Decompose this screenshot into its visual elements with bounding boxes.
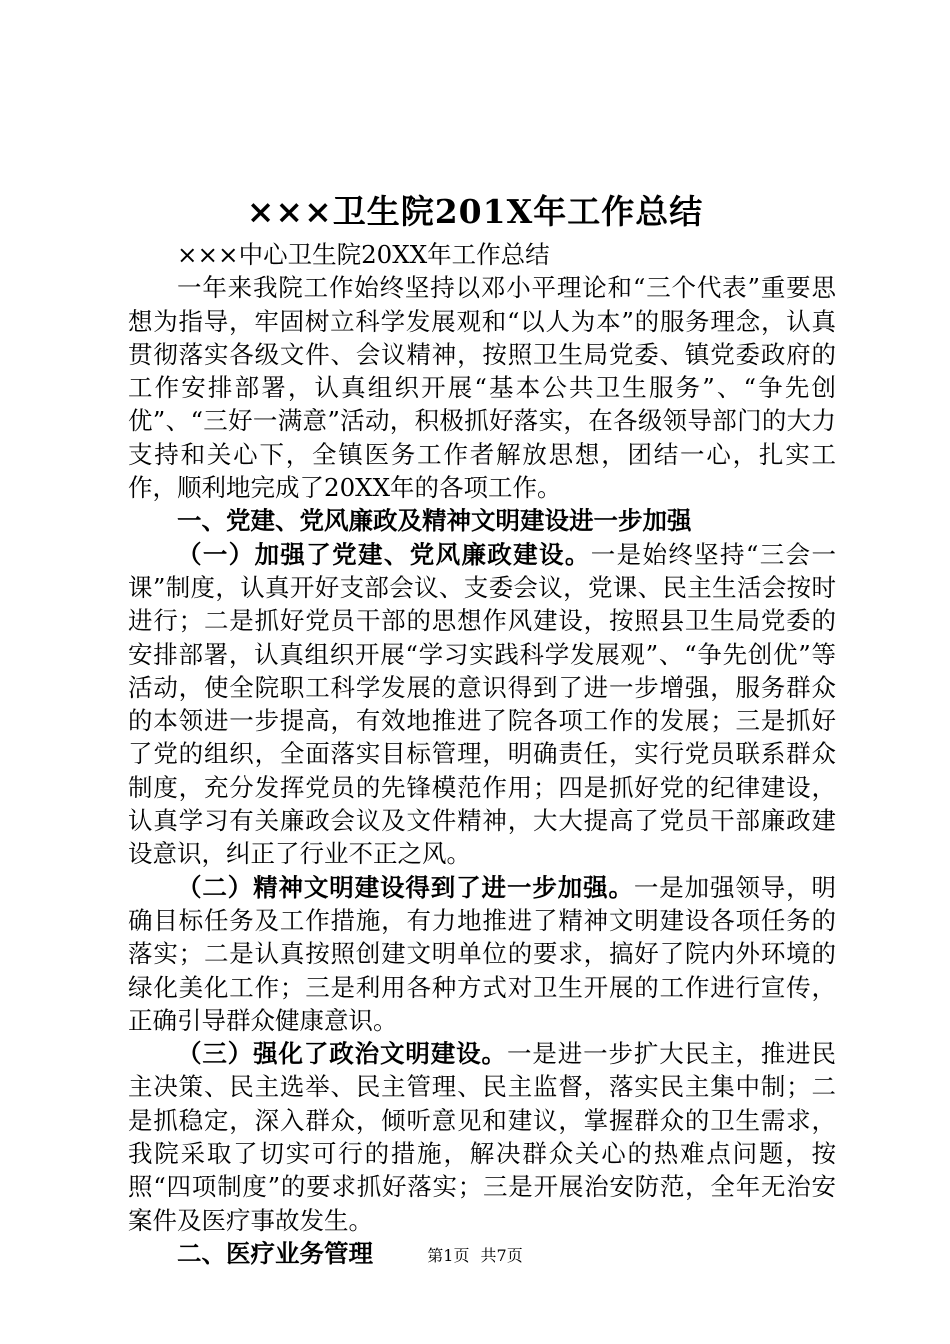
document-body xyxy=(128,238,836,1270)
paragraph-1-lead: （一）加强了党建、党风廉政建设。 xyxy=(177,539,591,569)
paragraph-2 xyxy=(128,871,836,1037)
paragraph-1 xyxy=(128,538,836,871)
page-number: 第1页 xyxy=(427,1246,470,1265)
paragraph-3 xyxy=(128,1037,836,1237)
paragraph-2-lead: （二）精神文明建设得到了进一步加强。 xyxy=(177,872,634,902)
paragraph-2-text: 一是加强领导，明确目标任务及工作措施，有力地推进了精神文明建设各项任务的落实；二是认真按照创建文明单位的要求，搞好了院内外环境的绿化美化工作；三是利用各种方式对卫生开展的工作进行宣传，正确引导群众健康意识。 xyxy=(128,872,837,1035)
page-footer xyxy=(0,1243,950,1266)
document-subtitle: ×××中心卫生院20XX年工作总结 xyxy=(177,240,550,269)
section-heading-2: 二、医疗业务管理 xyxy=(177,1238,373,1268)
paragraph-3-lead: （三）强化了政治文明建设。 xyxy=(177,1039,507,1069)
page-total: 共7页 xyxy=(480,1246,523,1265)
document-title: ×××卫生院201X年工作总结 xyxy=(246,192,704,231)
paragraph-3-text: 一是进一步扩大民主，推进民主决策、民主选举、民主管理、民主监督，落实民主集中制；二是抓稳定，深入群众，倾听意见和建议，掌握群众的卫生需求，我院采取了切实可行的措施，解决群众关心的热难点问题，按照“四项制度”的要求抓好落实；三是开展治安防范，全年无治安案件及医疗事故发生。 xyxy=(128,1039,837,1235)
intro-paragraph: 一年来我院工作始终坚持以邓小平理论和“三个代表”重要思想为指导，牢固树立科学发展观和“以人为本”的服务理念，认真贯彻落实各级文件、会议精神，按照卫生局党委、镇党委政府的工作安排部署，认真组织开展“基本公共卫生服务”、“争先创优”、“三好一满意”活动，积极抓好落实，在各级领导部门的大力支持和关心下，全镇医务工作者解放思想，团结一心，扎实工作，顺利地完成了20XX年的各项工作。 xyxy=(128,273,836,503)
paragraph-1-text: 一是始终坚持“三会一课”制度，认真开好支部会议、支委会议，党课、民主生活会按时进行；二是抓好党员干部的思想作风建设，按照县卫生局党委的安排部署，认真组织开展“学习实践科学发展观”、“争先创优”等活动，使全院职工科学发展的意识得到了进一步增强，服务群众的本领进一步提高，有效地推进了院各项工作的发展；三是抓好了党的组织，全面落实目标管理，明确责任，实行党员联系群众制度，充分发挥党员的先锋模范作用；四是抓好党的纪律建设，认真学习有关廉政会议及文件精神，大大提高了党员干部廉政建设意识，纠正了行业不正之风。 xyxy=(128,539,837,869)
section-heading-1: 一、党建、党风廉政及精神文明建设进一步加强 xyxy=(177,506,692,536)
